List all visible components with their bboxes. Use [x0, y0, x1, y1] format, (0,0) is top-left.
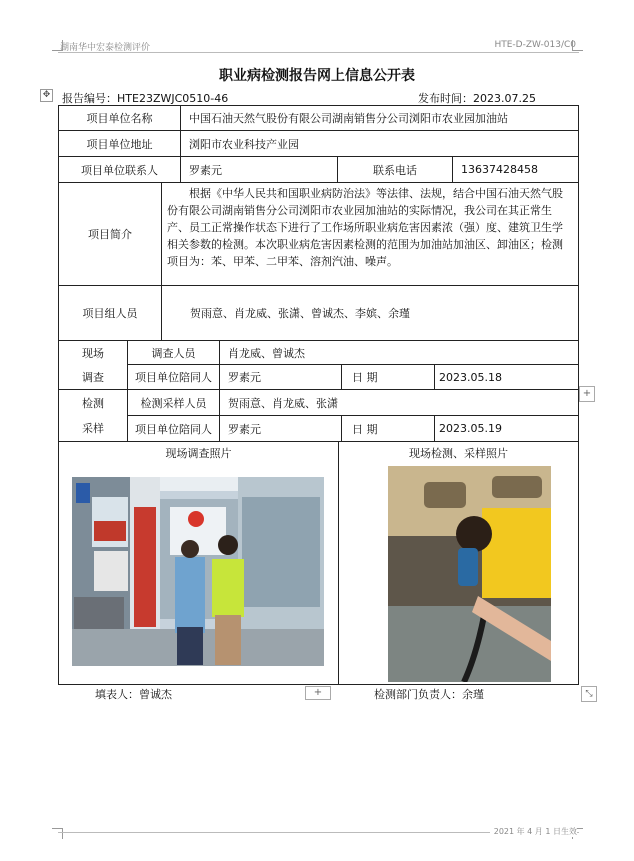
- survey-group-label-top: 现场: [58, 340, 128, 365]
- surveyor-value: 肖龙威、曾诚杰: [219, 340, 579, 365]
- sampling-photo: [388, 466, 551, 682]
- crop-mark: [52, 40, 63, 51]
- photo-left-label: 现场调查照片: [165, 447, 232, 460]
- surveyor-label: 调查人员: [127, 340, 220, 365]
- survey-date-value: 2023.05.18: [434, 364, 579, 390]
- unit-address-label: 项目单位地址: [58, 130, 181, 157]
- add-column-plus-icon[interactable]: +: [579, 386, 595, 402]
- crop-mark: [52, 828, 63, 839]
- report-number: 报告编号：HTE23ZWJC0510-46: [62, 92, 229, 105]
- sampler-label: 检测采样人员: [127, 389, 220, 416]
- filler-signature: 填表人：曾诚杰: [95, 688, 172, 701]
- phone-value: 13637428458: [452, 156, 579, 183]
- crop-mark: [572, 40, 583, 51]
- table-resize-icon[interactable]: ⤡: [581, 686, 597, 702]
- publish-date: 发布时间：2023.07.25: [418, 92, 536, 105]
- survey-companion-label: 项目单位陪同人: [127, 364, 220, 390]
- members-value: 贺雨意、肖龙威、张潇、曾诚杰、李嫔、余瑾: [161, 285, 579, 341]
- table-move-handle-icon[interactable]: ✥: [40, 89, 53, 102]
- contact-label: 项目单位联系人: [58, 156, 181, 183]
- test-date-label: 日 期: [341, 415, 435, 442]
- test-group-label-bottom: 采样: [58, 415, 128, 442]
- survey-date-label: 日 期: [341, 364, 435, 390]
- header-doc-code: HTE-D-ZW-013/C0: [494, 40, 576, 50]
- survey-photo: [72, 477, 324, 666]
- dept-head-signature: 检测部门负责人：余瑾: [374, 688, 484, 701]
- footer-effective-date: 2021 年 4 月 1 日生效: [490, 826, 577, 837]
- contact-value: 罗素元: [180, 156, 338, 183]
- test-companion-label: 项目单位陪同人: [127, 415, 220, 442]
- header-company: 湖南华中宏泰检测评价: [60, 43, 151, 53]
- sampling-photo-image: [388, 466, 551, 682]
- intro-text: 根据《中华人民共和国职业病防治法》等法律、法规，结合中国石油天然气股份有限公司湖南销售分公司浏阳市农业园加油站的实际情况，我公司在其正常生产、员工正常操作状态下进行了工作场所职业病危害因素浓（强）度、建筑卫生学相关参数的检测。本次职业病危害因素检测的范围为加油站加油区、卸油区；检测项目为：苯、甲苯、二甲苯、溶剂汽油、噪声。: [161, 182, 579, 286]
- test-date-value: 2023.05.19: [434, 415, 579, 442]
- phone-label: 联系电话: [337, 156, 453, 183]
- test-group-label-top: 检测: [58, 389, 128, 416]
- survey-companion-value: 罗素元: [219, 364, 342, 390]
- survey-photo-image: [72, 477, 324, 666]
- header-rule: [58, 52, 579, 53]
- survey-group-label-bottom: 调查: [58, 364, 128, 390]
- info-table: [58, 105, 579, 685]
- unit-name-label: 项目单位名称: [58, 105, 181, 131]
- unit-address-value: 浏阳市农业科技产业园: [180, 130, 579, 157]
- unit-name-value: 中国石油天然气股份有限公司湖南销售分公司浏阳市农业园加油站: [180, 105, 579, 131]
- sampler-value: 贺雨意、肖龙威、张潇: [219, 389, 579, 416]
- test-companion-value: 罗素元: [219, 415, 342, 442]
- photo-right-label: 现场检测、采样照片: [409, 447, 508, 460]
- members-label: 项目组人员: [58, 285, 162, 341]
- page-title: 职业病检测报告网上信息公开表: [219, 68, 415, 84]
- intro-label: 项目简介: [58, 182, 162, 286]
- add-row-plus-icon[interactable]: +: [305, 686, 331, 700]
